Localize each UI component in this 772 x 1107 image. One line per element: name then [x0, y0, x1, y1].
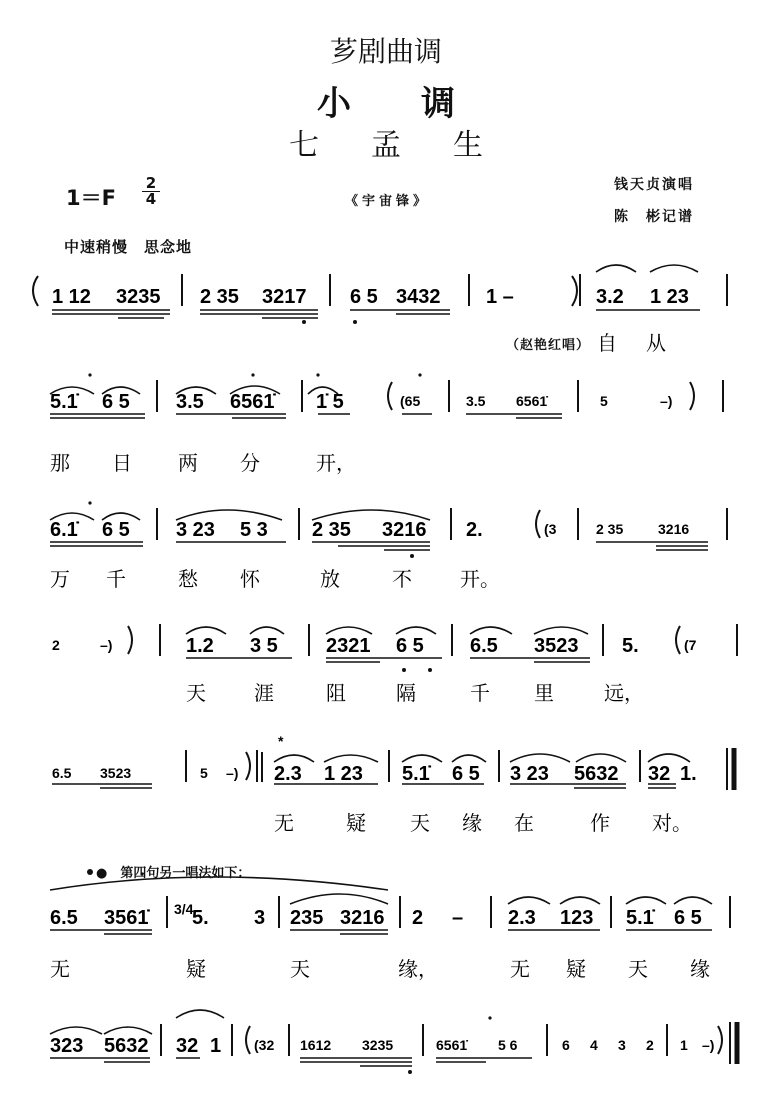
- music-group: 5632: [104, 1035, 149, 1057]
- music-group: –): [226, 765, 239, 781]
- music-group: (32: [254, 1037, 275, 1053]
- lyric-char: 愁: [178, 567, 198, 591]
- music-group: 3216: [382, 519, 427, 541]
- music-group: 6561̇: [516, 393, 548, 409]
- tempo-marking: 中速稍慢 思念地: [64, 238, 193, 256]
- music-group: 6.5: [52, 765, 72, 781]
- lyric-char: 天: [628, 957, 648, 981]
- opera-source: 《宇宙锋》: [345, 194, 431, 209]
- music-group: 1 23: [324, 763, 363, 785]
- music-group: 3.5: [466, 393, 486, 409]
- lyric-char: 天: [290, 957, 310, 981]
- page-title: 小调: [317, 84, 525, 124]
- music-group: 2: [52, 637, 60, 653]
- music-group: 4: [590, 1037, 598, 1053]
- music-group: 5632: [574, 763, 619, 785]
- lyric-char: 怀: [240, 567, 260, 591]
- music-group: 6 5: [396, 635, 424, 657]
- music-group: (3: [544, 521, 557, 537]
- music-group: 2.3: [508, 907, 536, 929]
- music-group: 5: [200, 765, 208, 781]
- music-group: 2.3: [274, 763, 302, 785]
- star-mark: *: [278, 733, 284, 749]
- lyric-char: 疑: [186, 957, 206, 981]
- music-group: 235: [290, 907, 324, 929]
- lyric-char: 无: [274, 811, 294, 835]
- lyric-char: 开。: [460, 567, 500, 591]
- music-group: 6 5: [102, 519, 130, 541]
- notation-credit: 陈 彬记谱: [614, 209, 694, 225]
- lyric-char: 涯: [254, 681, 274, 705]
- lyric-char: 放: [320, 567, 340, 591]
- music-group: 3.2: [596, 286, 624, 308]
- lyric-char: 在: [514, 811, 534, 835]
- music-group: 3: [254, 907, 266, 929]
- music-group: 2321: [326, 635, 371, 657]
- music-group: 5.1̇: [626, 907, 654, 929]
- music-group: 6.5: [470, 635, 498, 657]
- lyric-char: 开，: [316, 451, 356, 475]
- lyric-char: 缘: [462, 811, 482, 835]
- music-group: 1.: [680, 763, 697, 785]
- lyric-char: 缘: [690, 957, 710, 981]
- music-group: 6561̇: [436, 1037, 468, 1053]
- music-group: 5.1̇: [50, 391, 78, 413]
- lyric-char: 无: [510, 957, 530, 981]
- music-group: –): [100, 637, 113, 653]
- music-group: 1 12: [52, 286, 91, 308]
- page-title-genre: 芗剧曲调: [329, 35, 442, 68]
- lyric-char: 阻: [326, 681, 346, 705]
- lyric-char: 自: [597, 331, 617, 355]
- music-group: 6.5: [50, 907, 78, 929]
- music-group: 1̇ 5: [316, 391, 344, 413]
- lyric-char: 两: [178, 451, 198, 475]
- music-group: 1 23: [650, 286, 689, 308]
- music-group: 6 5: [452, 763, 480, 785]
- music-group: 6.1̇: [50, 519, 78, 541]
- music-group: 32: [176, 1035, 199, 1057]
- music-group: 5.: [192, 907, 209, 929]
- music-group: (7: [684, 637, 697, 653]
- time-signature-top: 2: [145, 174, 157, 192]
- music-group: –): [702, 1037, 715, 1053]
- key-signature: 1＝F: [66, 186, 116, 210]
- lyric-char: 缘，: [398, 957, 438, 981]
- music-group: 3: [618, 1037, 626, 1053]
- music-group: 3523: [534, 635, 579, 657]
- music-group: 1 –: [486, 286, 514, 308]
- music-group: 6 5: [350, 286, 378, 308]
- music-group: 2: [646, 1037, 654, 1053]
- lyric-char: 天: [410, 811, 430, 835]
- music-group: 5.: [622, 635, 639, 657]
- music-group: 3.5: [176, 391, 204, 413]
- lyric-char: 从: [646, 331, 666, 355]
- meter-change: 3/4: [174, 901, 194, 917]
- lyric-char: 疑: [346, 811, 366, 835]
- music-group: –): [660, 393, 673, 409]
- music-group: 5.1̇: [402, 763, 430, 785]
- music-group: 6 5: [102, 391, 130, 413]
- lyric-char: 疑: [566, 957, 586, 981]
- lyric-char: 不: [392, 567, 412, 591]
- lyric-char: 千: [470, 681, 490, 705]
- music-group: 32: [648, 763, 671, 785]
- lyric-char: 隔: [396, 681, 416, 705]
- music-group: 3216: [340, 907, 385, 929]
- lyric-char: 分: [240, 451, 260, 475]
- lyric-char: 里: [534, 681, 554, 705]
- music-group: 3 23: [176, 519, 215, 541]
- music-group: 1612: [300, 1037, 332, 1053]
- music-group: 3432: [396, 286, 441, 308]
- music-group: 5 3: [240, 519, 268, 541]
- music-group: 3216: [658, 521, 690, 537]
- music-group: 3561̇: [104, 907, 149, 929]
- music-group: –: [452, 907, 464, 929]
- lyric-char: 万: [50, 567, 70, 591]
- lyric-char: 天: [186, 681, 206, 705]
- music-group: 3 23: [510, 763, 549, 785]
- music-group: 5: [600, 393, 608, 409]
- music-group: 3523: [100, 765, 132, 781]
- lyric-char: 作: [590, 811, 610, 835]
- singer-credit: 钱天贞演唱: [614, 177, 694, 193]
- music-group: 1: [210, 1035, 222, 1057]
- music-group: 2 35: [200, 286, 239, 308]
- music-group: 1.2: [186, 635, 214, 657]
- music-group: 6561̇: [230, 391, 275, 413]
- lyric-char: 那: [50, 451, 70, 475]
- music-group: 2 35: [312, 519, 351, 541]
- music-group: 123: [560, 907, 594, 929]
- music-group: 3217: [262, 286, 307, 308]
- music-group: 323: [50, 1035, 84, 1057]
- time-signature-bottom: 4: [145, 190, 157, 208]
- lyric-char: 日: [112, 451, 132, 475]
- music-group: 2: [412, 907, 424, 929]
- music-group: 1: [680, 1037, 688, 1053]
- lyric-char: 远，: [604, 681, 644, 705]
- music-group: 2.: [466, 519, 483, 541]
- music-group: 5 6: [498, 1037, 518, 1053]
- music-group: 3 5: [250, 635, 278, 657]
- lyric-char: 千: [106, 567, 126, 591]
- music-group: 6: [562, 1037, 570, 1053]
- music-group: 3235: [362, 1037, 394, 1053]
- music-group: (65: [400, 393, 421, 409]
- lyric-char: 对。: [652, 811, 692, 835]
- music-group: 6 5: [674, 907, 702, 929]
- lyric-char: 无: [50, 957, 70, 981]
- singer-note: （赵艳红唱）: [506, 338, 591, 353]
- page-subtitle: 七孟生: [289, 128, 535, 163]
- alternate-note: ● 第四句另一唱法如下：: [96, 866, 251, 881]
- music-group: 2 35: [596, 521, 624, 537]
- music-group: 3235: [116, 286, 161, 308]
